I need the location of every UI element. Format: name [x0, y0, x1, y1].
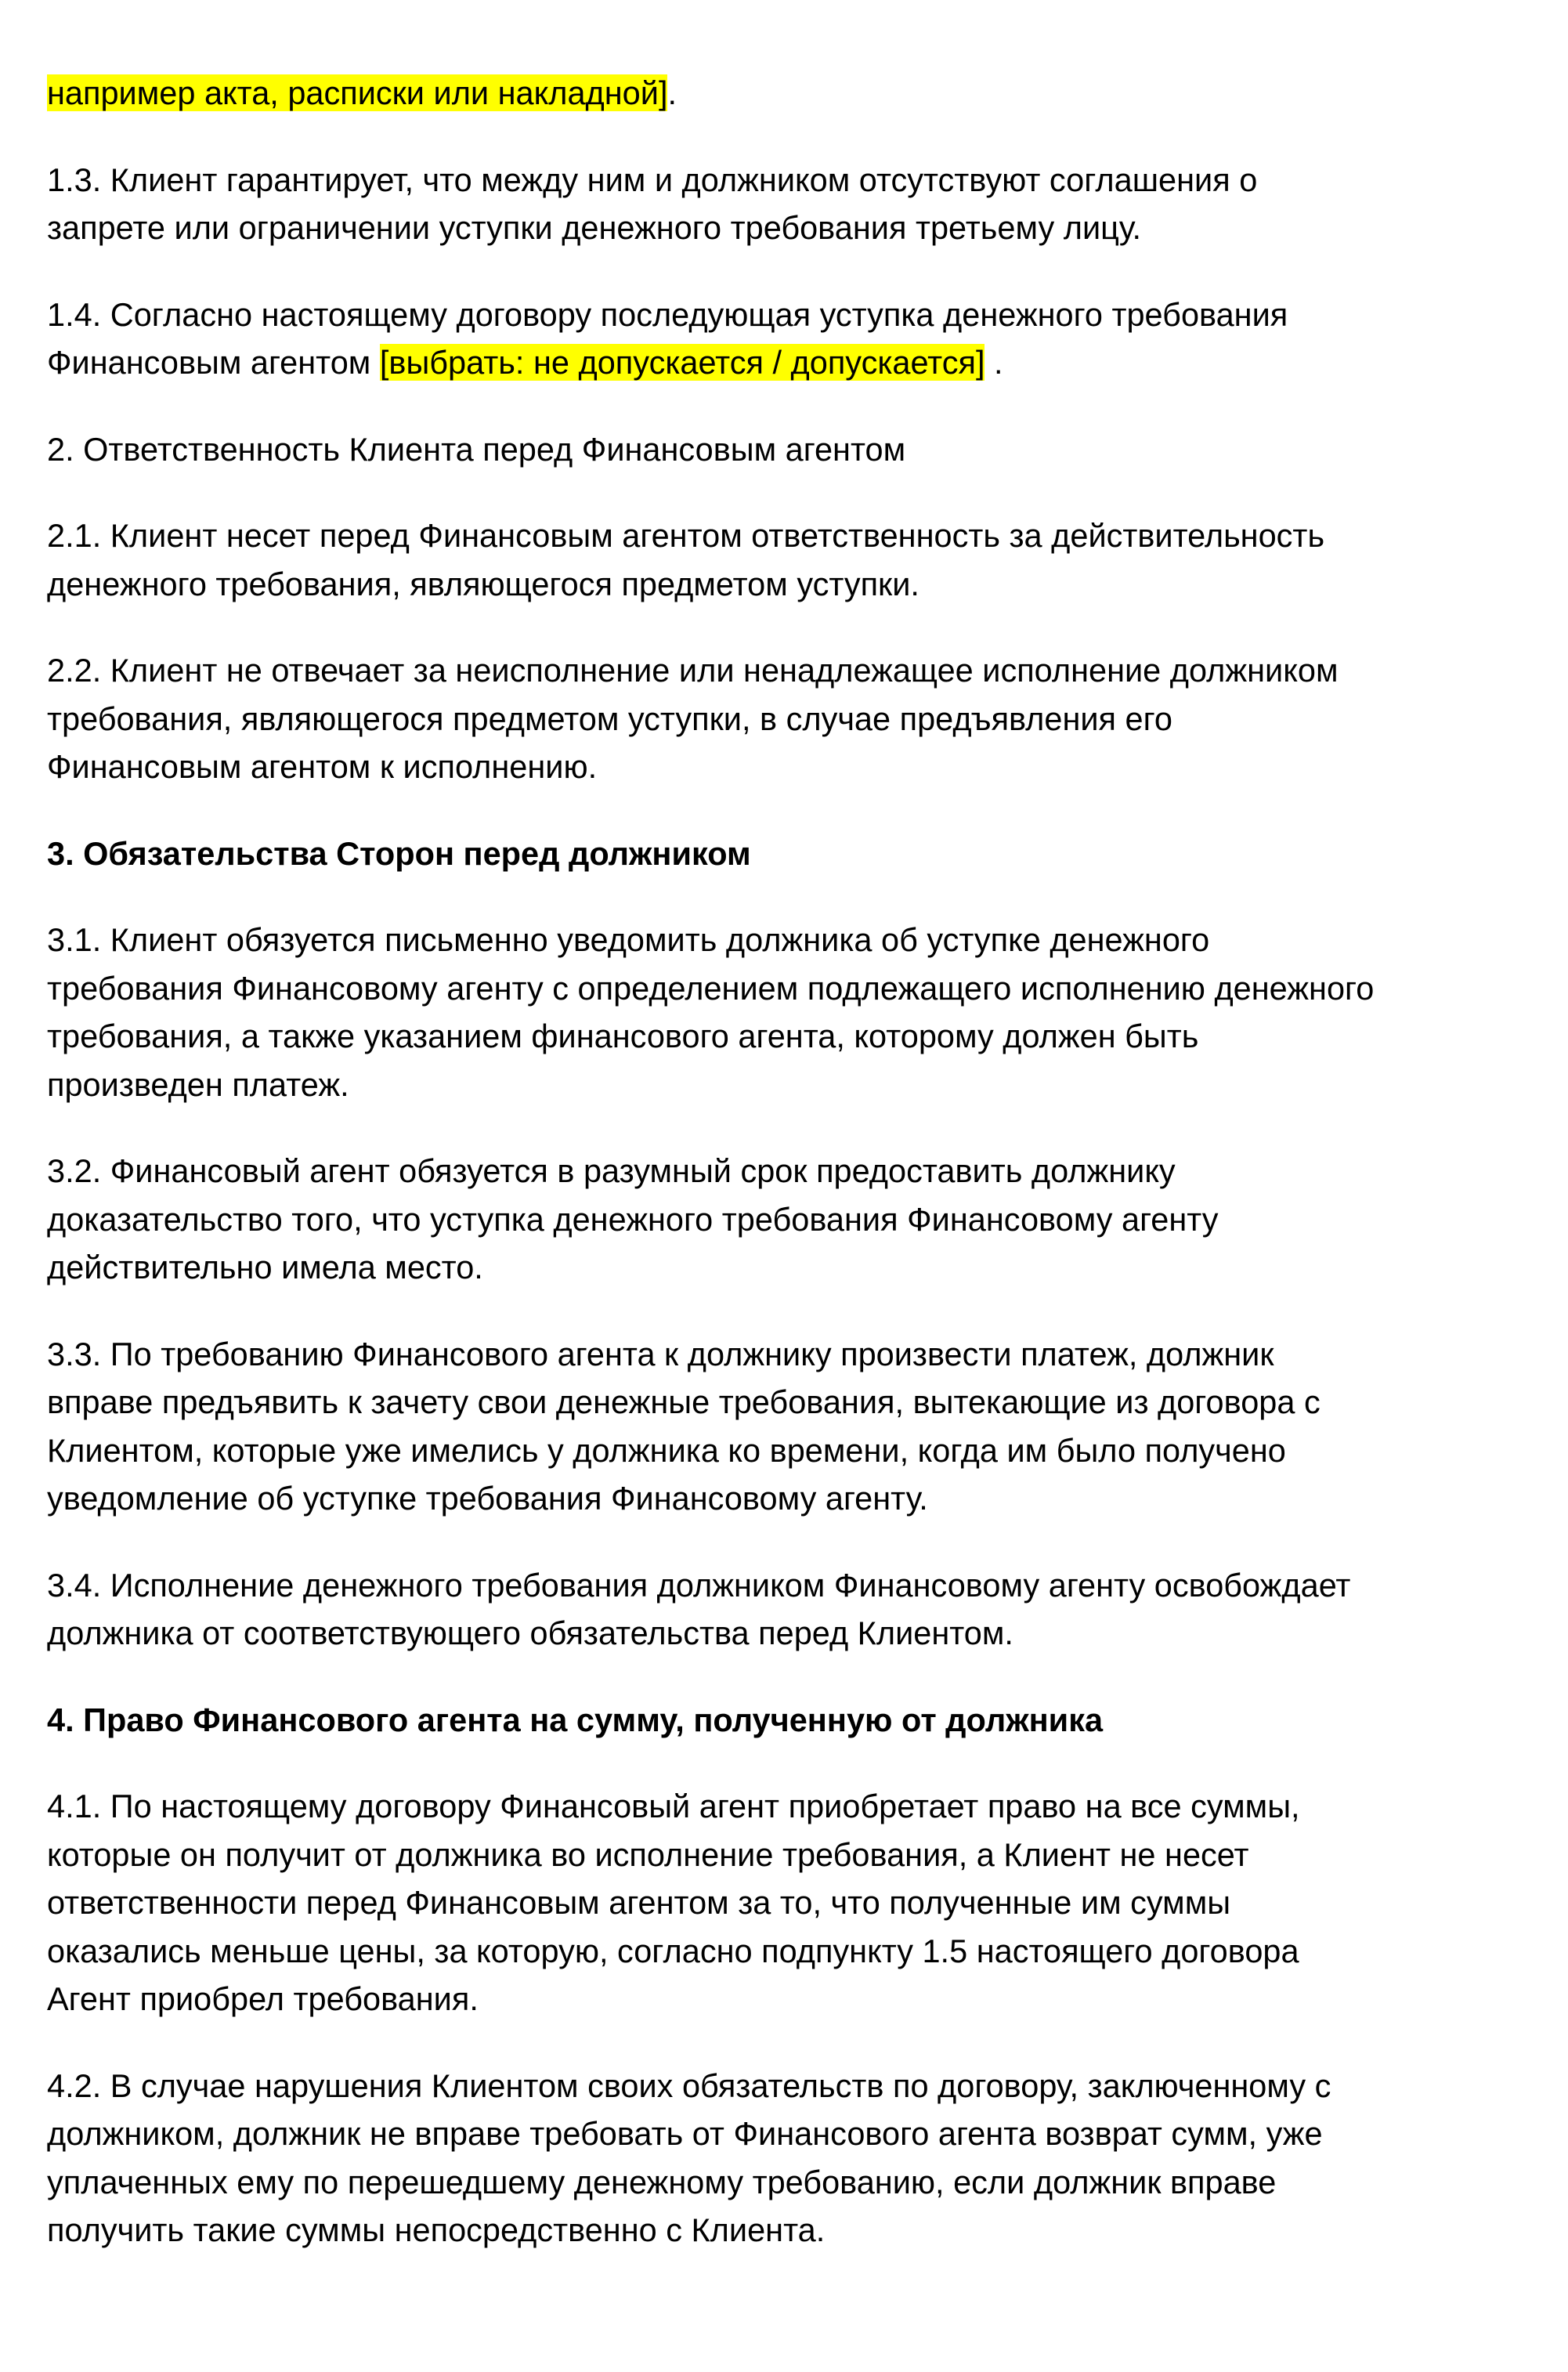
paragraph-3-3: 3.3. По требованию Финансового агента к должнику произвести платеж, должник вправе предъявить к зачету свои денежные требования, вытекающие из договора с Клиентом, которые уже имелись у должника ко времени, когда им было получено уведомление об уступке требования Финансовому агенту.	[47, 1335, 1321, 1517]
paragraph-3-4: 3.4. Исполнение денежного требования должником Финансовому агенту освобождает должника от соответствующего обязательства перед Клиентом.	[47, 1566, 1351, 1651]
paragraph-1-2-tail: например акта, расписки или накладной].	[47, 74, 677, 111]
paragraph-1-4: 1.4. Согласно настоящему договору последующая уступка денежного требования Финансовым агентом [выбрать: не допускается / допускается] .	[47, 295, 1288, 381]
section-2-heading: 2. Ответственность Клиента перед Финансовым агентом	[47, 430, 906, 468]
highlighted-choice-placeholder: [выбрать: не допускается / допускается]	[379, 344, 985, 381]
paragraph-3-1: 3.1. Клиент обязуется письменно уведомить должника об уступке денежного требования Финансовому агенту с определением подлежащего исполнению денежного требования, а также указанием финансового агента, которому должен быть произведен платеж.	[47, 921, 1375, 1103]
paragraph-2-2: 2.2. Клиент не отвечает за неисполнение или ненадлежащее исполнение должником требования, являющегося предметом уступки, в случае предъявления его Финансовым агентом к исполнению.	[47, 652, 1339, 785]
paragraph-4-2: 4.2. В случае нарушения Клиентом своих обязательств по договору, заключенному с должником, должник не вправе требовать от Финансового агента возврат сумм, уже уплаченных ему по перешедшему денежному требованию, если должник вправе получить такие суммы непосредственно с Клиента.	[47, 2066, 1331, 2248]
section-3-heading: 3. Обязательства Сторон перед должником	[47, 834, 751, 872]
section-4-heading: 4. Право Финансового агента на сумму, полученную от должника	[47, 1701, 1104, 1738]
paragraph-2-1: 2.1. Клиент несет перед Финансовым агентом ответственность за действительность денежного требования, являющегося предметом уступки.	[47, 517, 1325, 602]
highlighted-placeholder: например акта, расписки или накладной]	[47, 74, 668, 111]
paragraph-4-1: 4.1. По настоящему договору Финансовый агент приобретает право на все суммы, которые он получит от должника во исполнение требования, а Клиент не несет ответственности перед Финансовым агентом за то, что полученные им суммы оказались меньше цены, за которую, согласно подпункту 1.5 настоящего договора Агент приобрел требования.	[47, 1788, 1300, 2017]
paragraph-3-2: 3.2. Финансовый агент обязуется в разумный срок предоставить должнику доказательство того, что уступка денежного требования Финансовому агенту действительно имела место.	[47, 1152, 1219, 1285]
paragraph-1-3: 1.3. Клиент гарантирует, что между ним и должником отсутствуют соглашения о запрете или ограничении уступки денежного требования третьему лицу.	[47, 161, 1258, 246]
